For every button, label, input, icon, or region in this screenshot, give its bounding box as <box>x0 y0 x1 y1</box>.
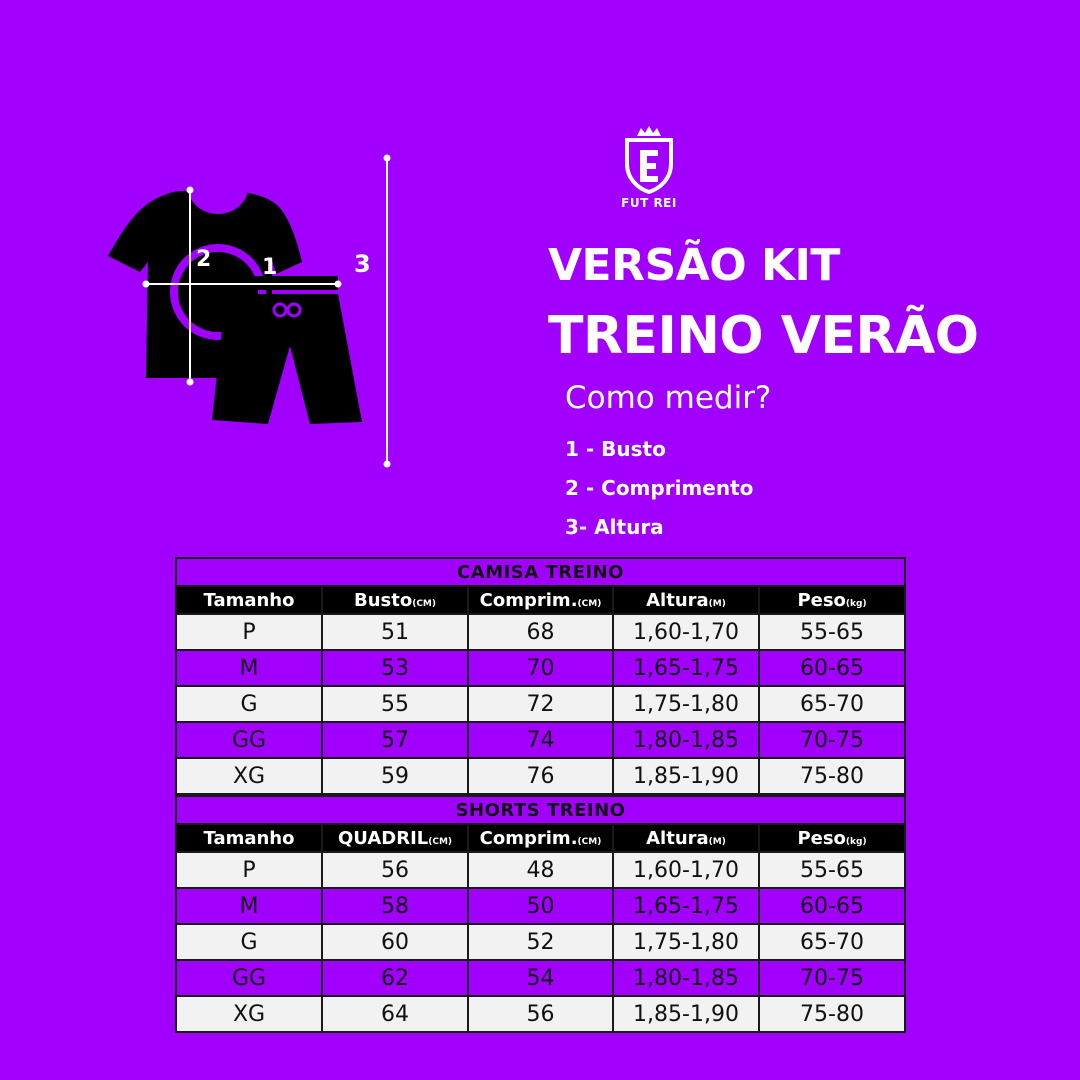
crown-shield-icon <box>623 126 675 194</box>
table-cell: 68 <box>468 614 613 650</box>
table-cell: 48 <box>468 852 613 888</box>
label-altura: 3 <box>354 250 371 278</box>
table-cell: 1,75-1,80 <box>613 924 759 960</box>
table-header-row <box>176 824 905 852</box>
column-header: Tamanho <box>176 824 322 852</box>
table-cell: 58 <box>322 888 468 924</box>
step-item: 2 - Comprimento <box>565 476 754 500</box>
table-cell: 74 <box>468 722 613 758</box>
column-header: Peso(kg) <box>759 586 905 614</box>
table-cell: 1,60-1,70 <box>613 614 759 650</box>
table-row <box>176 758 905 794</box>
shorts-icon <box>212 276 362 424</box>
table-row <box>176 996 905 1032</box>
table-cell: 60-65 <box>759 650 905 686</box>
table-cell: 70-75 <box>759 960 905 996</box>
column-header: Busto(CM) <box>322 586 468 614</box>
table-cell: 1,85-1,90 <box>613 758 759 794</box>
table-cell: G <box>176 686 322 722</box>
table-cell: 1,75-1,80 <box>613 686 759 722</box>
table-cell: M <box>176 888 322 924</box>
table-header-row <box>176 586 905 614</box>
shorts-size-table <box>175 795 906 1033</box>
table-cell: 75-80 <box>759 758 905 794</box>
table-row <box>176 722 905 758</box>
table-cell: 55-65 <box>759 614 905 650</box>
table-cell: 60-65 <box>759 888 905 924</box>
table-cell: 51 <box>322 614 468 650</box>
column-header: Comprim.(CM) <box>468 586 613 614</box>
table-cell: M <box>176 650 322 686</box>
column-header: Altura(M) <box>613 586 759 614</box>
table-cell: 72 <box>468 686 613 722</box>
table-cell: 1,65-1,75 <box>613 650 759 686</box>
column-header: Comprim.(CM) <box>468 824 613 852</box>
step-item: 3- Altura <box>565 515 664 539</box>
table-cell: 53 <box>322 650 468 686</box>
table-cell: 76 <box>468 758 613 794</box>
table-cell: 65-70 <box>759 686 905 722</box>
shirt-size-table <box>175 557 906 795</box>
table-cell: 55 <box>322 686 468 722</box>
table-cell: 59 <box>322 758 468 794</box>
table-cell: XG <box>176 996 322 1032</box>
column-header: Tamanho <box>176 586 322 614</box>
label-comprimento: 2 <box>196 247 212 272</box>
table-cell: 70 <box>468 650 613 686</box>
table-cell: 56 <box>322 852 468 888</box>
title-line-2: TREINO VERÃO <box>548 306 979 366</box>
table-cell: 1,80-1,85 <box>613 722 759 758</box>
table-row <box>176 650 905 686</box>
step-item: 1 - Busto <box>565 437 666 461</box>
table-cell: 52 <box>468 924 613 960</box>
table-cell: 54 <box>468 960 613 996</box>
brand-name: FUT REI <box>621 196 677 210</box>
table-row <box>176 960 905 996</box>
table-cell: P <box>176 614 322 650</box>
brand-logo <box>608 126 690 210</box>
table-section-header <box>176 558 905 586</box>
column-header: QUADRIL(CM) <box>322 824 468 852</box>
table-cell: 75-80 <box>759 996 905 1032</box>
table-cell: G <box>176 924 322 960</box>
table-row <box>176 614 905 650</box>
table-cell: 55-65 <box>759 852 905 888</box>
measurement-illustration <box>100 150 400 470</box>
table-cell: 62 <box>322 960 468 996</box>
measure-steps <box>565 434 753 551</box>
table-row <box>176 888 905 924</box>
label-busto: 1 <box>262 255 278 280</box>
table-cell: 56 <box>468 996 613 1032</box>
table-cell: 1,80-1,85 <box>613 960 759 996</box>
table-cell: GG <box>176 722 322 758</box>
table-row <box>176 686 905 722</box>
table-cell: 60 <box>322 924 468 960</box>
table-cell: 70-75 <box>759 722 905 758</box>
table-cell: 65-70 <box>759 924 905 960</box>
column-header: Altura(M) <box>613 824 759 852</box>
table-row <box>176 924 905 960</box>
table-cell: GG <box>176 960 322 996</box>
table-cell: 1,85-1,90 <box>613 996 759 1032</box>
table-cell: 57 <box>322 722 468 758</box>
table-title: CAMISA TREINO <box>176 558 905 586</box>
subtitle: Como medir? <box>565 380 772 416</box>
table-row <box>176 852 905 888</box>
table-cell: 64 <box>322 996 468 1032</box>
table-section-header <box>176 796 905 824</box>
title-line-1: VERSÃO KIT <box>548 240 840 291</box>
table-cell: 1,60-1,70 <box>613 852 759 888</box>
table-title: SHORTS TREINO <box>176 796 905 824</box>
table-cell: 50 <box>468 888 613 924</box>
table-cell: 1,65-1,75 <box>613 888 759 924</box>
table-cell: XG <box>176 758 322 794</box>
table-cell: P <box>176 852 322 888</box>
column-header: Peso(kg) <box>759 824 905 852</box>
